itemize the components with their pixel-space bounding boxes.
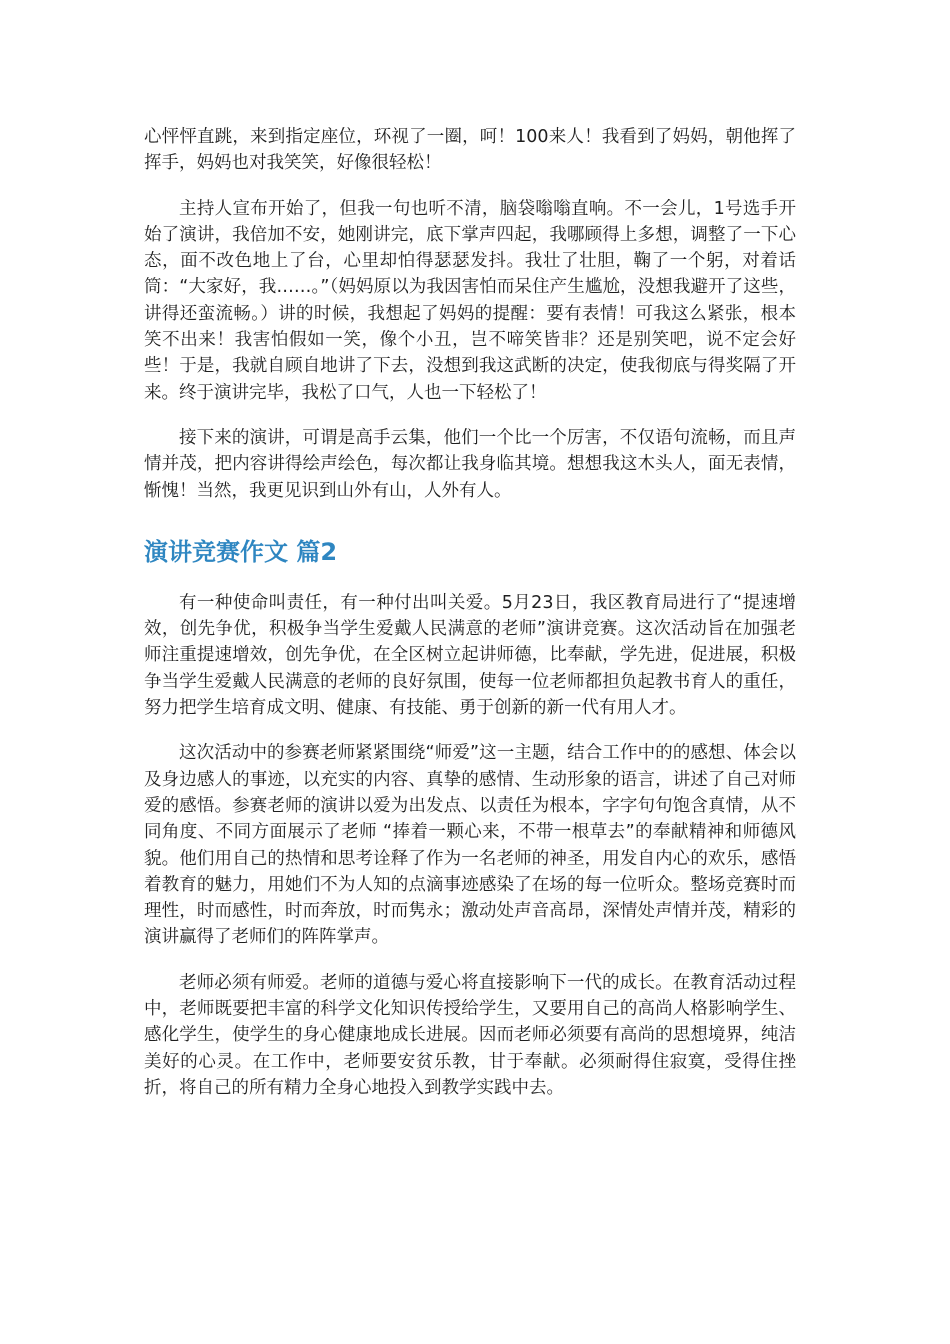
paragraph: 老师必须有师爱。老师的道德与爱心将直接影响下一代的成长。在教育活动过程中，老师既要把丰富的科学文化知识传授给学生，又要用自己的高尚人格影响学生、感化学生，使学生的身心健康地成长进展。因而老师必须要有高尚的思想境界，纯洁美好的心灵。在工作中，老师要安贫乐教，甘于奉献。必须耐得住寂寞，受得住挫折，将自己的所有精力全身心地投入到教学实践中去。 <box>144 972 796 1098</box>
paragraph-continuation: 心怦怦直跳，来到指定座位，环视了一圈，呵！100来人！我看到了妈妈，朝他挥了挥手，妈妈也对我笑笑，好像很轻松！ <box>144 127 796 174</box>
paragraph: 有一种使命叫责任，有一种付出叫关爱。5月23日，我区教育局进行了“提速增效，创先争优，积极争当学生爱戴人民满意的老师”演讲竞赛。这次活动旨在加强老师注重提速增效，创先争优，在全区树立起讲师德，比奉献，学先进，促进展，积极争当学生爱戴人民满意的老师的良好氛围，使每一位老师都担负起教书育人的重任，努力把学生培育成文明、健康、有技能、勇于创新的新一代有用人才。 <box>144 592 796 719</box>
paragraph: 主持人宣布开始了，但我一句也听不清，脑袋嗡嗡直响。不一会儿，1号选手开始了演讲，我倍加不安，她刚讲完，底下掌声四起，我哪顾得上多想，调整了一下心态，面不改色地上了台，心里却怕得瑟瑟发抖。我壮了壮胆，鞠了一个躬，对着话筒：“大家好，我……。”（妈妈原以为我因害怕而呆住产生尴尬，没想我避开了这些，讲得还蛮流畅。）讲的时候，我想起了妈妈的提醒：要有表情！可我这么紧张，根本笑不出来！我害怕假如一笑，像个小丑，岂不啼笑皆非？还是别笑吧，说不定会好些！于是，我就自顾自地讲了下去，没想到我这武断的决定，使我彻底与得奖隔了开来。终于演讲完毕，我松了口气，人也一下轻松了！ <box>144 198 796 403</box>
section-heading: 演讲竞赛作文 篇2 <box>144 537 338 566</box>
paragraph: 这次活动中的参赛老师紧紧围绕“师爱”这一主题，结合工作中的的感想、体会以及身边感人的事迹，以充实的内容、真挚的感情、生动形象的语言，讲述了自己对师爱的感悟。参赛老师的演讲以爱为出发点、以责任为根本，字字句句饱含真情，从不同角度、不同方面展示了老师 “捧着一颗心来，不带一根草去”的奉献精神和师德风貌。他们用自己的热情和思考诠释了作为一名老师的神圣，用发自内心的欢乐，感悟着教育的魅力，用她们不为人知的点滴事迹感染了在场的每一位听众。整场竞赛时而理性，时而感性，时而奔放，时而隽永；激动处声音高昂，深情处声情并茂，精彩的演讲赢得了老师们的阵阵掌声。 <box>144 743 796 948</box>
paragraph: 接下来的演讲，可谓是高手云集，他们一个比一个厉害，不仅语句流畅，而且声情并茂，把内容讲得绘声绘色，每次都让我身临其境。想想我这木头人，面无表情，惭愧！当然，我更见识到山外有山，人外有人。 <box>144 427 796 501</box>
document-page <box>144 124 796 1120</box>
